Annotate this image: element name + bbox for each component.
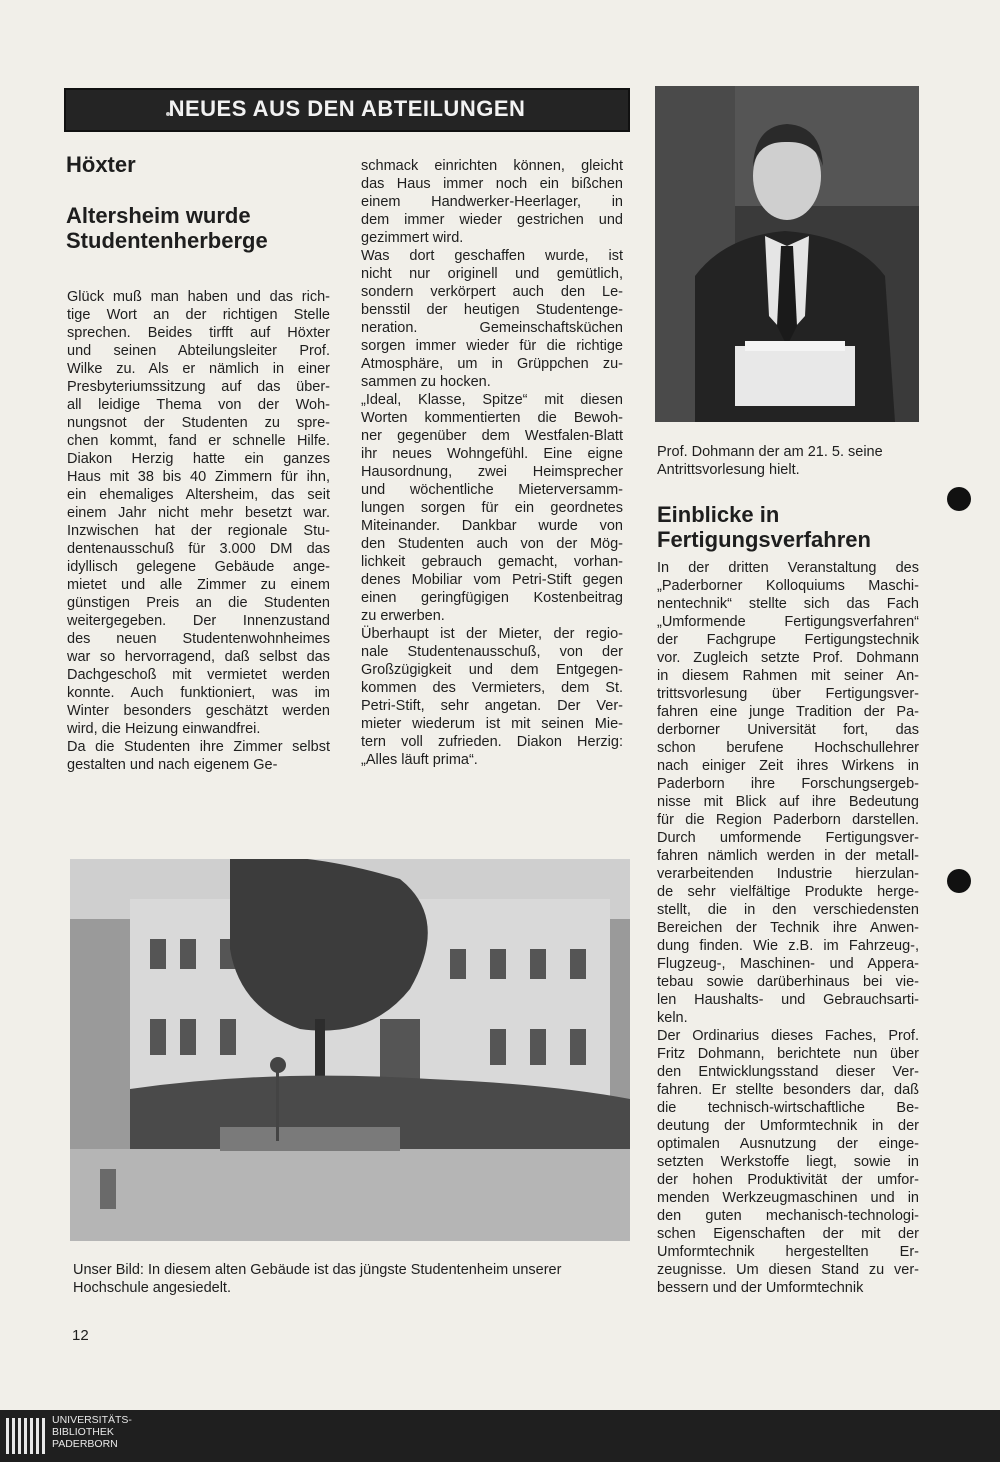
text-line: Atmosphäre, um in Grüppchen zu- <box>361 356 623 372</box>
text-line: Petri-Stift, sehr angetan. Der Ver- <box>361 698 623 714</box>
article-location: Höxter <box>66 152 136 177</box>
text-line: ein ehemaliges Altersheim, das seit <box>67 487 330 503</box>
text-line: schen Eigenschaften der mit der <box>657 1226 919 1242</box>
headline-line: Studentenherberge <box>66 228 268 253</box>
punch-hole <box>947 487 971 511</box>
text-line: gezimmert wird. <box>361 230 464 246</box>
text-line: nentechnik“ stellte sich das Fach <box>657 596 919 612</box>
text-line: mieter wiederum ist mit seinen Mie- <box>361 716 623 732</box>
text-line: Winter besonders geschätzt werden <box>67 703 330 719</box>
text-line: Hausordnung, zwei Heimsprecher <box>361 464 623 480</box>
text-line: Da die Studenten ihre Zimmer selbst <box>67 739 330 755</box>
text-line: konnte. Auch funktioniert, was im <box>67 685 330 701</box>
text-line: sondern verkörpert auch den Le- <box>361 284 623 300</box>
building-photo <box>70 859 630 1241</box>
text-line: den Studenten auch von der Mög- <box>361 536 623 552</box>
text-line: Haus mit 38 bis 40 Zimmern für ihn, <box>67 469 330 485</box>
text-line: fahren eine junge Tradition der Pa- <box>657 704 919 720</box>
text-line: Der Ordinarius dieses Faches, Prof. <box>657 1028 919 1044</box>
text-line: mietet und alle Zimmer zu einem <box>67 577 330 593</box>
text-line: „Ideal, Klasse, Spitze“ mit diesen <box>361 392 623 408</box>
library-name <box>52 1414 132 1450</box>
text-line: einem Jahr nicht mehr besetzt war. <box>67 505 330 521</box>
caption-line: Prof. Dohmann der am 21. 5. seine <box>657 444 883 460</box>
text-line: Paderborn ihre Forschungsergeb- <box>657 776 919 792</box>
text-line: sprechen. Beides tirfft auf Höxter <box>67 325 330 341</box>
page-number: 12 <box>72 1327 89 1344</box>
text-line: lichkeit gebrauch gemacht, vorhan- <box>361 554 623 570</box>
text-line: sammen zu hocken. <box>361 374 491 390</box>
text-line: tebau sowie darüberhinaus bei vie- <box>657 974 919 990</box>
text-line: schmack einrichten können, gleicht <box>361 158 623 174</box>
library-logo-icon <box>4 1414 48 1458</box>
text-line: Glück muß man haben und das rich- <box>67 289 330 305</box>
text-line: zu erwerben. <box>361 608 445 624</box>
text-line: weitergegeben. Der Innenzustand <box>67 613 330 629</box>
text-line: des neuen Studentenwohnheimes <box>67 631 330 647</box>
text-line: die technisch-wirtschaftliche Be- <box>657 1100 919 1116</box>
text-line: dung finden. Wie z.B. im Fahrzeug-, <box>657 938 919 954</box>
article-column-3 <box>657 559 919 1297</box>
text-line: Presbyteriumssitzung auf das über- <box>67 379 330 395</box>
text-line: nungsnot der Studenten zu spre- <box>67 415 330 431</box>
text-line: einen geringfügigen Kostenbeitrag <box>361 590 623 606</box>
text-line: trittsvorlesung über Fertigungsver- <box>657 686 919 702</box>
text-line: Großzügigkeit und dem Entgegen- <box>361 662 623 678</box>
text-line: das Haus immer noch ein bißchen <box>361 176 623 192</box>
text-line: ihr neues Wohngefühl. Eine eigne <box>361 446 623 462</box>
text-line: verarbeitenden Industrie hierzulan- <box>657 866 919 882</box>
text-line: der hohen Produktivität der umfor- <box>657 1172 919 1188</box>
caption-line: Antrittsvorlesung hielt. <box>657 462 800 478</box>
text-line: für die Region Paderborn darstellen. <box>657 812 919 828</box>
text-line: Inzwischen hat der regionale Stu- <box>67 523 330 539</box>
text-line: kommen des Vermieters, dem St. <box>361 680 623 696</box>
text-line: günstigen Preis an die Studenten <box>67 595 330 611</box>
library-name-line: BIBLIOTHEK <box>52 1426 114 1438</box>
text-line: Überhaupt ist der Mieter, der regio- <box>361 626 623 642</box>
text-line: nach einiger Zeit ihres Wirkens in <box>657 758 919 774</box>
article-column-1 <box>67 288 330 774</box>
article-headline <box>66 203 346 253</box>
text-line: der Fachgrupe Fertigungstechnik <box>657 632 919 648</box>
text-line: einem Handwerker-Heerlager, in <box>361 194 623 210</box>
text-line: dentenausschuß für 3.000 DM das <box>67 541 330 557</box>
text-line: tern voll zufrieden. Diakon Herzig: <box>361 734 623 750</box>
text-line: Durch umformende Fertigungsver- <box>657 830 919 846</box>
text-line: fahren nämlich werden in der metall- <box>657 848 919 864</box>
text-line: lungen sorgen für ein geordnetes <box>361 500 623 516</box>
text-line: len Haushalts- und Gebrauchsarti- <box>657 992 919 1008</box>
text-line: derborner Universität fort, das <box>657 722 919 738</box>
text-line: neration. Gemeinschaftsküchen <box>361 320 623 336</box>
text-line: fahren. Er stellte besonders dar, daß <box>657 1082 919 1098</box>
caption-line: Unser Bild: In diesem alten Gebäude ist das jüngste Studentenheim unserer <box>73 1262 562 1278</box>
text-line: keln. <box>657 1010 688 1026</box>
punch-hole <box>947 869 971 893</box>
headline-line: Fertigungsverfahren <box>657 527 871 552</box>
text-line: „Paderborner Kolloquiums Maschi- <box>657 578 919 594</box>
text-line: Miteinander. Dankbar wurde von <box>361 518 623 534</box>
portrait-caption <box>657 443 883 479</box>
text-line: dem immer wieder gestrichen und <box>361 212 623 228</box>
text-line: stellt, die in den verschiedensten <box>657 902 919 918</box>
text-line: Dachgeschoß mit vermietet werden <box>67 667 330 683</box>
library-name-line: PADERBORN <box>52 1438 118 1450</box>
text-line: in diesem Rahmen mit seiner An- <box>657 668 919 684</box>
text-line: deutung der Umformtechnik in der <box>657 1118 919 1134</box>
portrait-photo <box>655 86 919 422</box>
library-name-line: UNIVERSITÄTS- <box>52 1414 132 1426</box>
section-title: NEUES AUS DEN ABTEILUNGEN <box>168 96 526 121</box>
text-line: Diakon Herzig hatte ein ganzes <box>67 451 330 467</box>
text-line: Was dort geschaffen wurde, ist <box>361 248 623 264</box>
text-line: tige Wort an der richtigen Stelle <box>67 307 330 323</box>
section-banner <box>64 88 630 132</box>
text-line: ner gegenüber dem Westfalen-Blatt <box>361 428 623 444</box>
text-line: und seinen Abteilungsleiter Prof. <box>67 343 330 359</box>
text-line: Fritz Dohmann, berichtete nun über <box>657 1046 919 1062</box>
text-line: optimalen Ausnutzung der einge- <box>657 1136 919 1152</box>
text-line: „Alles läuft prima“. <box>361 752 478 768</box>
text-line: In der dritten Veranstaltung des <box>657 560 919 576</box>
text-line: wird, die Heizung einwandfrei. <box>67 721 261 737</box>
text-line: war so hervorragend, daß selbst das <box>67 649 330 665</box>
text-line: nale Studentenausschuß, von der <box>361 644 623 660</box>
text-line: vor. Zugleich setzte Prof. Dohmann <box>657 650 919 666</box>
text-line: Flugzeug-, Maschinen- und Appera- <box>657 956 919 972</box>
text-line: Wilke zu. Als er nämlich in einer <box>67 361 330 377</box>
library-footer <box>0 1410 1000 1462</box>
text-line: und wöchentliche Mieterversamm- <box>361 482 623 498</box>
text-line: all leidige Thema von der Woh- <box>67 397 330 413</box>
text-line: schon berufene Hochschullehrer <box>657 740 919 756</box>
text-line: de sehr vielfältige Produkte herge- <box>657 884 919 900</box>
text-line: bessern und der Umformtechnik <box>657 1280 864 1296</box>
building-caption <box>73 1261 561 1297</box>
headline-line: Altersheim wurde <box>66 203 251 228</box>
text-line: zeugnisse. Um diesen Stand zu ver- <box>657 1262 919 1278</box>
text-line: Bereichen der Technik ihre Anwen- <box>657 920 919 936</box>
text-line: Umformtechnik hergestellten Er- <box>657 1244 919 1260</box>
text-line: Worten kommentierten die Bewoh- <box>361 410 623 426</box>
text-line: den guten mechanisch-technologi- <box>657 1208 919 1224</box>
text-line: sorgen immer wieder für die richtige <box>361 338 623 354</box>
text-line: chen kommt, fand er schnelle Hilfe. <box>67 433 330 449</box>
caption-line: Hochschule angesiedelt. <box>73 1280 231 1296</box>
article2-headline <box>657 502 871 552</box>
text-line: denes Mobiliar vom Petri-Stift gegen <box>361 572 623 588</box>
text-line: idyllisch gelegene Gebäude ange- <box>67 559 330 575</box>
text-line: nicht nur originell und gemütlich, <box>361 266 623 282</box>
text-line: gestalten und nach eigenem Ge- <box>67 757 278 773</box>
text-line: nisse mit Blick auf ihre Bedeutung <box>657 794 919 810</box>
article-column-2 <box>361 157 623 769</box>
text-line: den Entwicklungsstand dieser Ver- <box>657 1064 919 1080</box>
headline-line: Einblicke in <box>657 502 780 527</box>
text-line: bensstil der heutigen Studentenge- <box>361 302 623 318</box>
text-line: menden Werkzeugmaschinen und in <box>657 1190 919 1206</box>
text-line: setzten Werkstoffe liegt, sowie in <box>657 1154 919 1170</box>
text-line: „Umformende Fertigungsverfahren“ <box>657 614 919 630</box>
